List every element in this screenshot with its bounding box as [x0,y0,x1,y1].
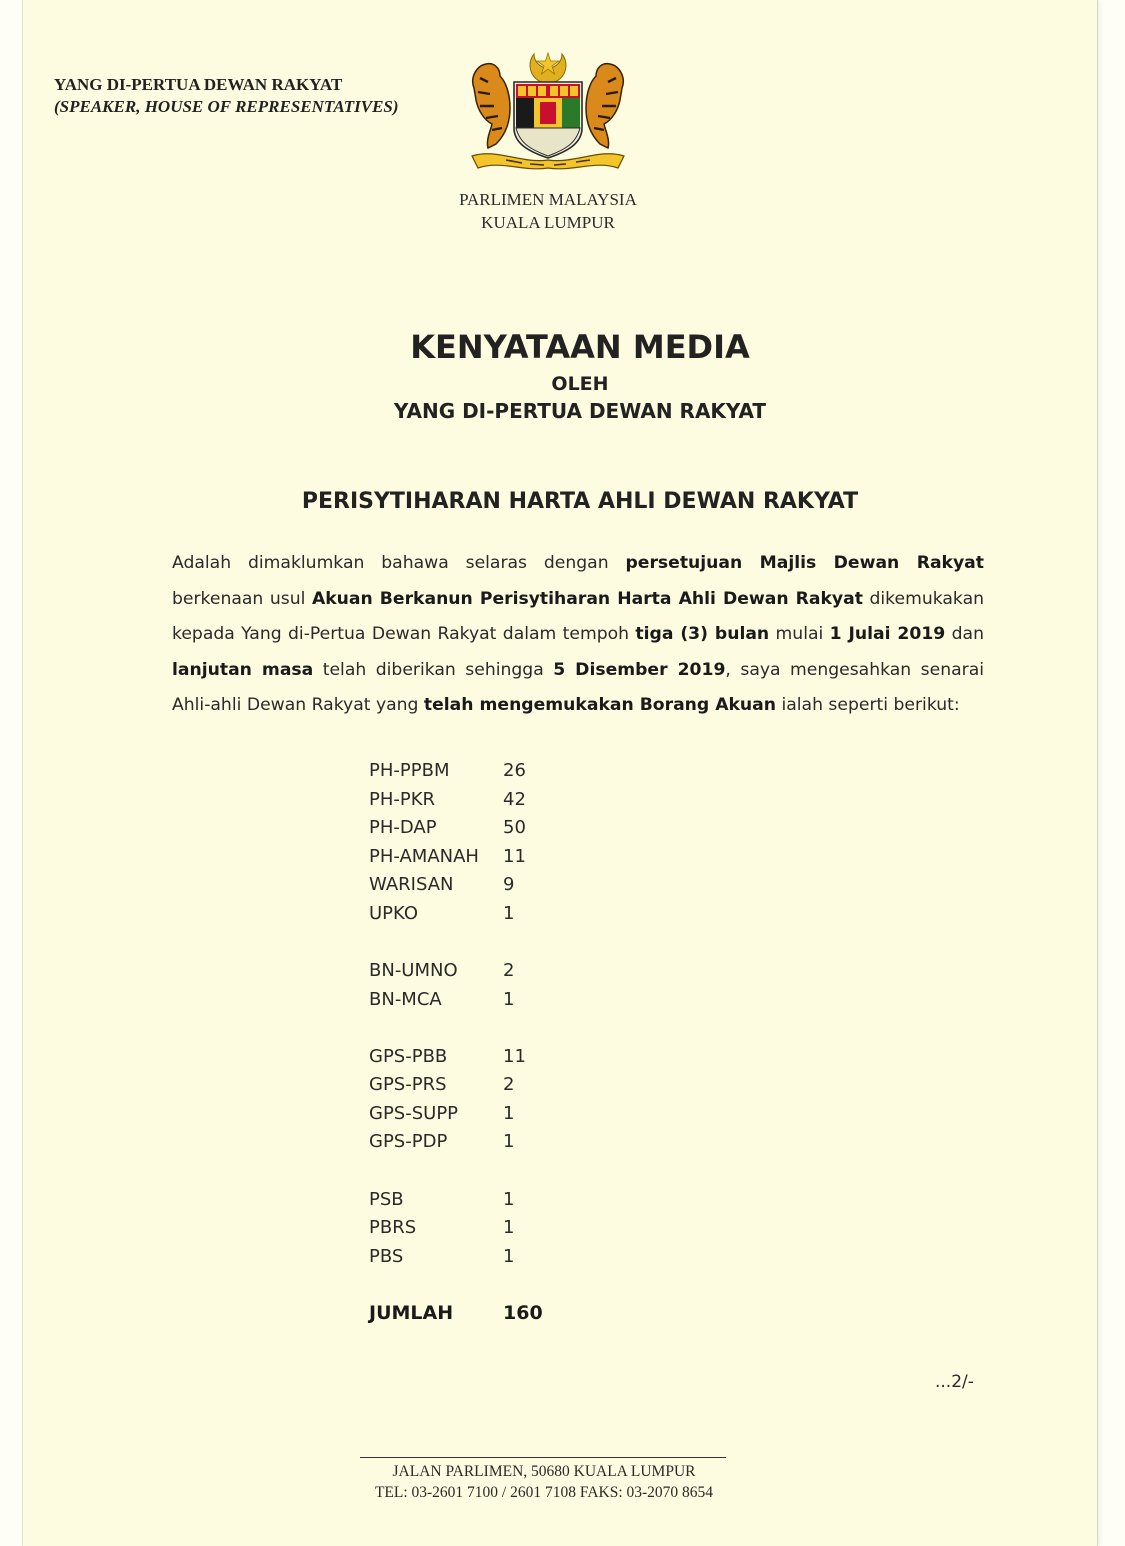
institution-name: PARLIMEN MALAYSIA [459,190,637,209]
malaysia-coat-of-arms-icon [466,48,630,172]
issuer-name: YANG DI-PERTUA DEWAN RAKYAT [393,399,767,423]
by-label: OLEH [551,373,609,395]
footer-address: JALAN PARLIMEN, 50680 KUALA LUMPUR [392,1463,696,1480]
total-row [369,1302,543,1324]
speaker-office [54,74,399,118]
total-label: JUMLAH [369,1302,454,1324]
statement-subject: PERISYTIHARAN HARTA AHLI DEWAN RAKYAT [301,489,859,514]
document-title: KENYATAAN MEDIA [410,328,750,366]
footer-contact: TEL: 03-2601 7100 / 2601 7108 FAKS: 03-2070 8654 [374,1484,714,1501]
footer-divider [360,1457,726,1458]
institution-city: KUALA LUMPUR [481,213,615,232]
total-count: 160 [503,1302,543,1324]
speaker-office-en: (SPEAKER, HOUSE OF REPRESENTATIVES) [54,97,399,116]
speaker-office-ms: YANG DI-PERTUA DEWAN RAKYAT [54,75,343,94]
statement-paragraph: Adalah dimaklumkan bahawa selaras dengan persetujuan Majlis Dewan Rakyat berkenaan usul Akuan Berkanun Perisytiharan Harta Ahli Dewan Rakyat dikemukakan kepada Yang di-Pertua Dewan Rakyat dalam tempoh tiga (3) bulan mulai 1 Julai 2019 dan lanjutan masa telah diberikan sehingga 5 Disember 2019, saya mengesahkan senarai Ahli-ahli Dewan Rakyat yang telah mengemukakan Borang Akuan ialah seperti berikut: [172,553,984,715]
page-continuation-marker: ...2/- [935,1372,974,1392]
